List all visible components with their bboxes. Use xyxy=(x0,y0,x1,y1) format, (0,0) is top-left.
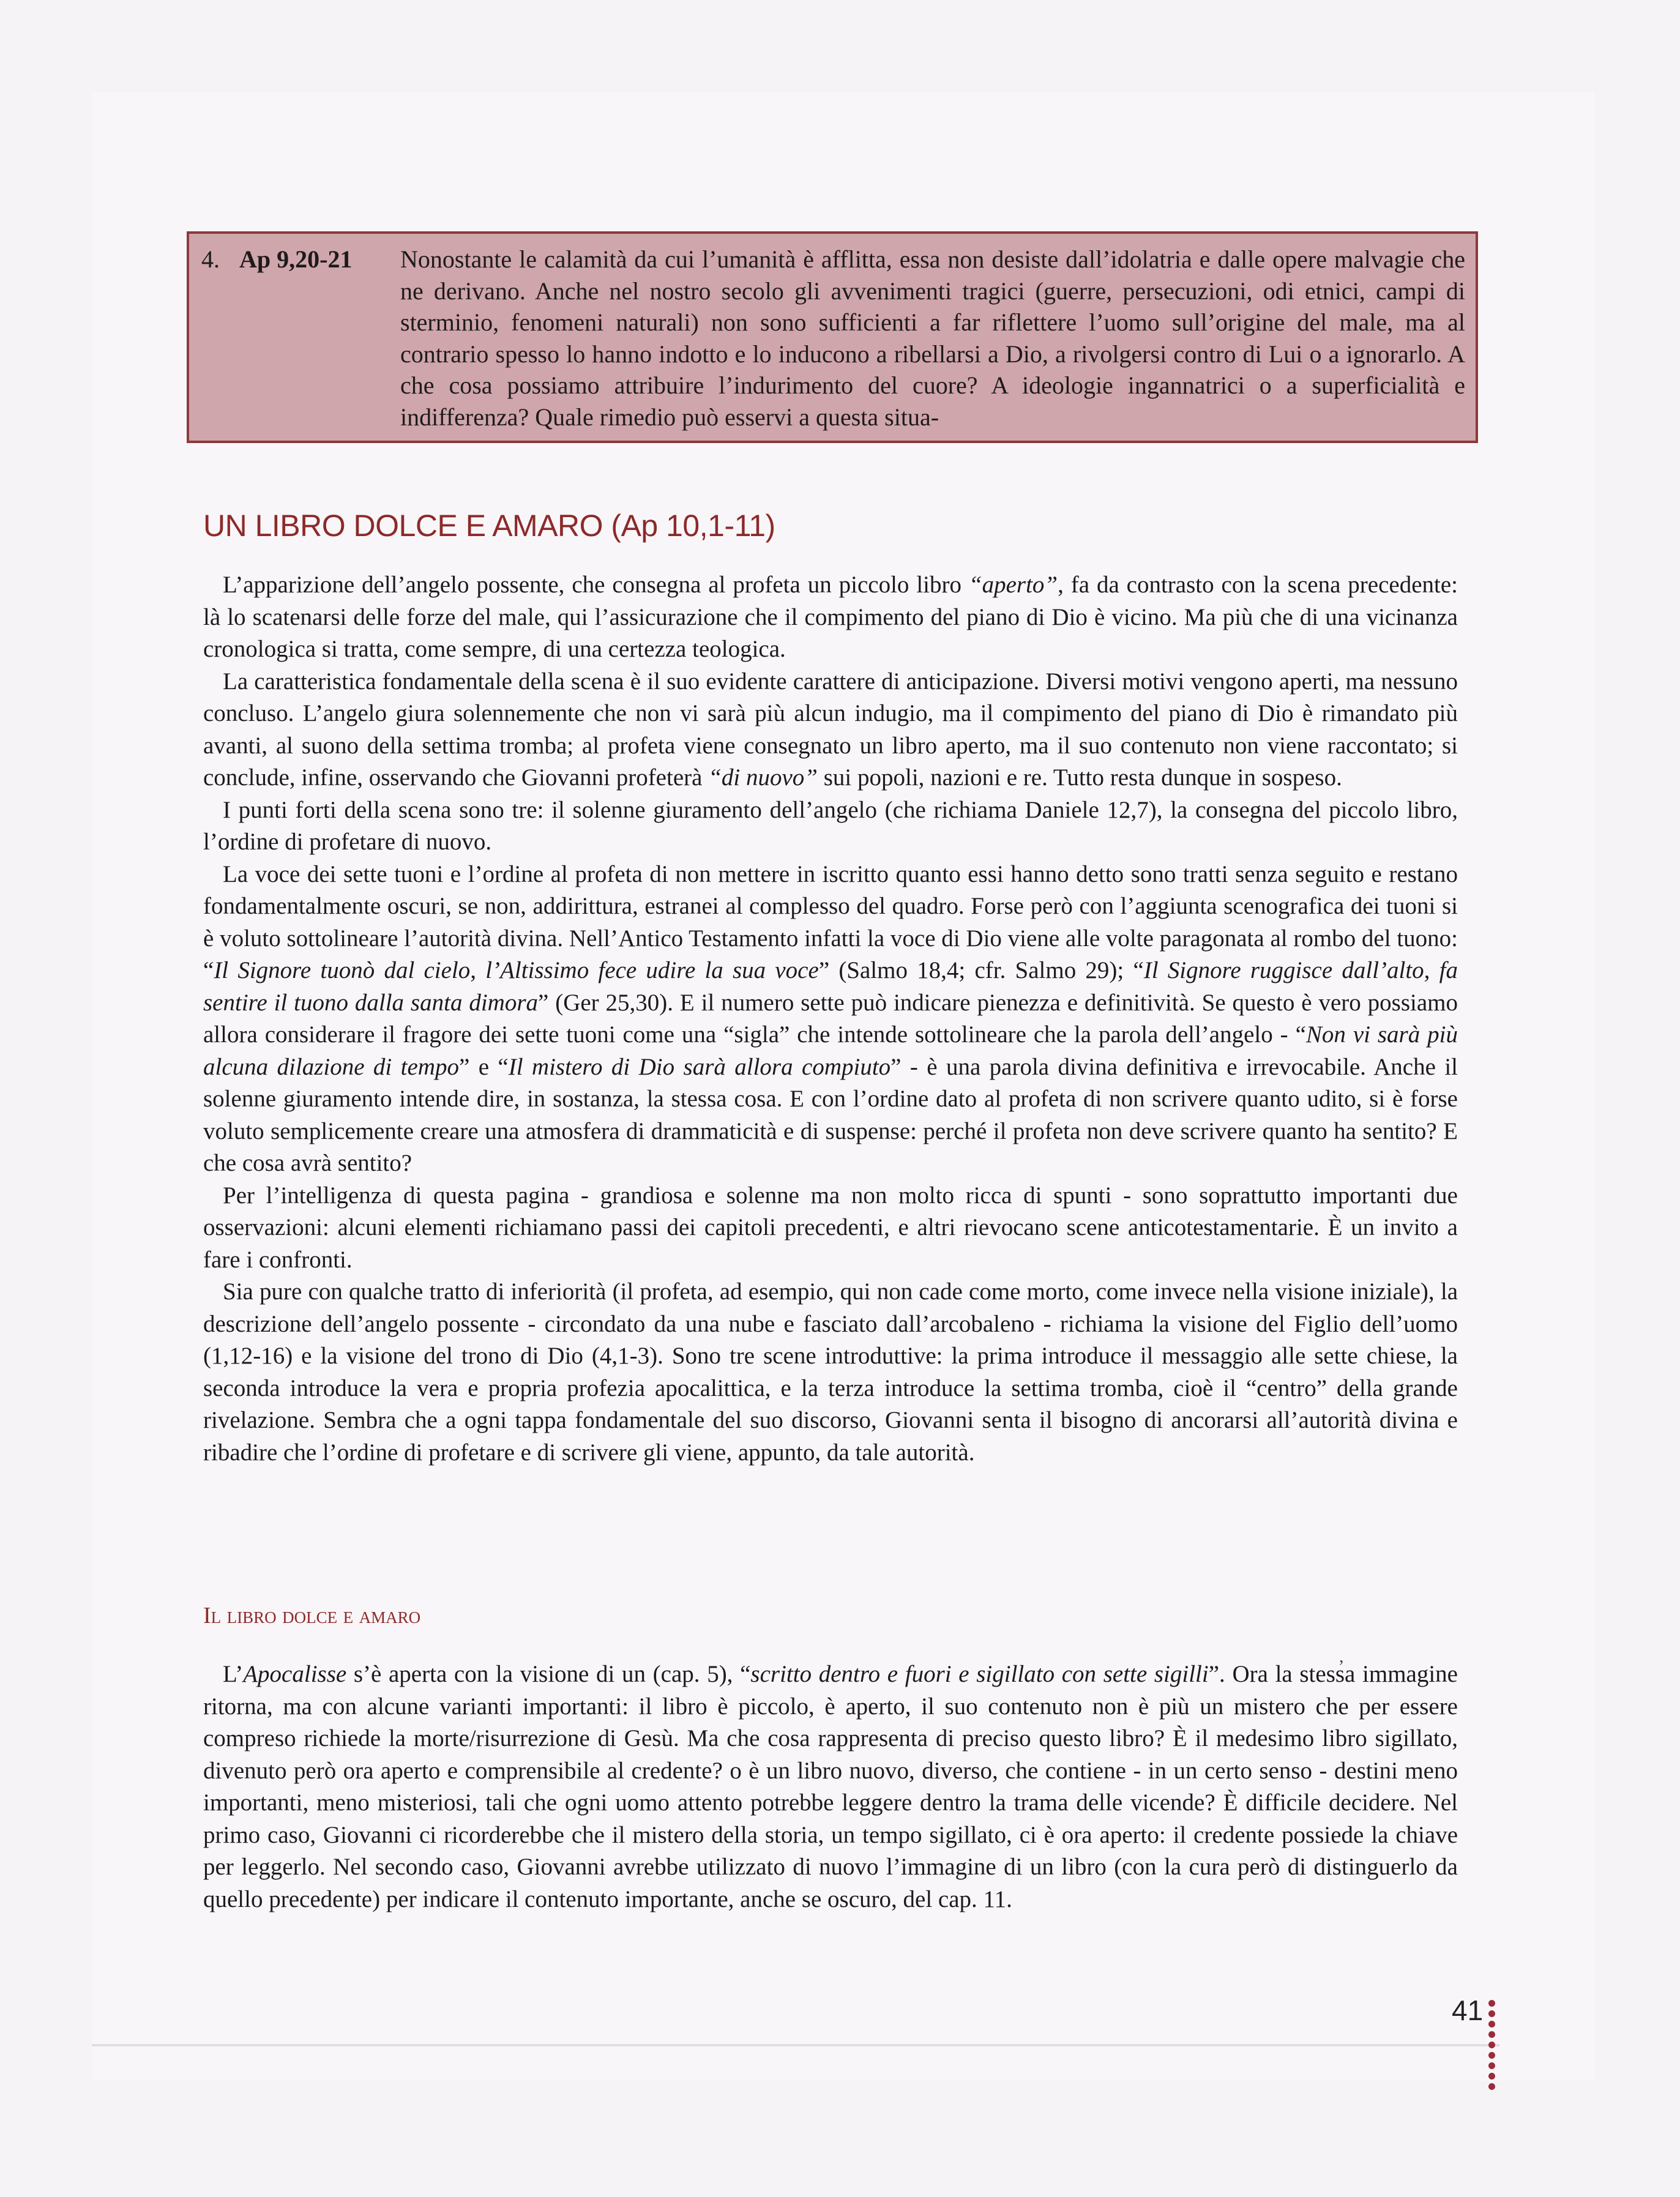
dot xyxy=(1488,2052,1495,2059)
page-fold-line xyxy=(92,2044,1499,2046)
dot xyxy=(1488,2010,1495,2017)
paragraph: I punti forti della scena sono tre: il solenne giuramento dell’angelo (che richiama Daniele 12,7), la consegna del piccolo libro, l’ordine di profetare di nuovo. xyxy=(203,796,1458,855)
dot xyxy=(1488,2031,1495,2038)
stray-mark: , xyxy=(1339,1646,1344,1666)
exercise-text: Nonostante le calamità da cui l’umanità è afflitta, essa non desiste dall’idolatria e dalle opere malvagie che ne derivano. Anche nel nostro secolo gli avvenimenti tragici (guerre, persecuzioni, odi etnici, campi di sterminio, fenomeni naturali) non sono sufficienti a far riflettere l’uomo sull’origine del male, ma al contrario spesso lo hanno indotto e lo inducono a ribellarsi a Dio, a rivolgersi contro di Lui o a ignorarlo. A che cosa possiamo attribuire l’indurimento del cuore? A ideologie ingannatrici o a superficialità e indifferenza? Quale rimedio può esservi a questa situa- xyxy=(400,245,1465,431)
paragraph: La voce dei sette tuoni e l’ordine al profeta di non mettere in iscritto quanto essi hanno detto sono tratti senza seguito e restano fondamentalmente oscuri, se non, addirittura, estranei al complesso del quadro. Forse però con l’aggiunta scenografica dei tuoni si è voluto sottolineare l’autorità divina. Nell’Antico Testamento infatti la voce di Dio viene alle volte paragonata al rombo del tuono: “Il Signore tuonò dal cielo, l’Altissimo fece udire la sua voce” (Salmo 18,4; cfr. Salmo 29); “Il Signore ruggisce dall’alto, fa sentire il tuono dalla santa dimora” (Ger 25,30). E il numero sette può indicare pienezza e definitività. Se questo è vero possiamo allora considerare il fragore dei sette tuoni come una “sigla” che intende sottolineare che la parola dell’angelo - “Non vi sarà più alcuna dilazione di tempo” e “Il mistero di Dio sarà allora compiuto” - è una parola divina definitiva e irrevocabile. Anche il solenne giuramento intende dire, in sostanza, la stessa cosa. E con l’ordine dato al profeta di non scrivere quanto udito, si è forse voluto semplicemente creare una atmosfera di drammaticità e di suspense: perché il profeta non deve scrivere quanto ha sentito? E che cosa avrà sentito? xyxy=(203,860,1458,1176)
dot xyxy=(1488,2083,1495,2090)
exercise-number: 4. xyxy=(201,245,220,273)
paragraph: Sia pure con qualche tratto di inferiorità (il profeta, ad esempio, qui non cade come morto, come invece nella visione iniziale), la descrizione dell’angelo possente - circondato da una nube e fasciato dall’arcobaleno - richiama la visione del Figlio dell’uomo (1,12-16) e la visione del trono di Dio (4,1-3). Sono tre scene introduttive: la prima introduce il messaggio alle sette chiese, la seconda introduce la vera e propria profezia apocalittica, e la terza introduce la settima tromba, cioè il “centro” della grande rivelazione. Sembra che a ogni tappa fondamentale del suo discorso, Giovanni senta il bisogno di ancorarsi all’autorità divina e ribadire che l’ordine di profetare e di scrivere gli viene, appunto, da tale autorità. xyxy=(203,1278,1458,1466)
dot xyxy=(1488,2042,1495,2048)
subsection-body xyxy=(203,1658,1458,1915)
exercise-box xyxy=(187,231,1478,443)
page-number: 41 xyxy=(1452,1994,1484,2026)
dot xyxy=(1488,2000,1495,2007)
paragraph: La caratteristica fondamentale della scena è il suo evidente carattere di anticipazione. Diversi motivi vengono aperti, ma nessuno concluso. L’angelo giura solennemente che non vi sarà più alcun indugio, ma il compimento del piano di Dio è rimandato più avanti, al suono della settima tromba; al profeta viene consegnato un libro aperto, ma il suo contenuto non viene raccontato; si conclude, infine, osservando che Giovanni profeterà “di nuovo” sui popoli, nazioni e re. Tutto resta dunque in sospeso. xyxy=(203,668,1458,791)
paragraph: Per l’intelligenza di questa pagina - grandiosa e solenne ma non molto ricca di spunti - sono soprattutto importanti due osservazioni: alcuni elementi richiamano passi dei capitoli precedenti, e altri rievocano scene anticotestamentarie. È un invito a fare i confronti. xyxy=(203,1182,1458,1273)
paragraph: L’Apocalisse s’è aperta con la visione di un (cap. 5), “scritto dentro e fuori e sigillato con sette sigilli”. Ora la stessa immagine ritorna, ma con alcune varianti importanti: il libro è piccolo, è aperto, il suo contenuto non è più un mistero che per essere compreso richiede la morte/risurrezione di Gesù. Ma che cosa rappresenta di preciso questo libro? È il medesimo libro sigillato, divenuto però ora aperto e comprensibile al credente? o è un libro nuovo, diverso, che contiene - in un certo senso - destini meno importanti, meno misteriosi, tali che ogni uomo attento potrebbe leggere dentro la trama delle vicende? È difficile decidere. Nel primo caso, Giovanni ci ricorderebbe che il mistero della storia, un tempo sigillato, ci è ora aperto: il credente possiede la chiave per leggerlo. Nel secondo caso, Giovanni avrebbe utilizzato di nuovo l’immagine di un libro (con la cura però di distinguerlo da quello precedente) per indicare il contenuto importante, anche se oscuro, del cap. 11. xyxy=(203,1661,1458,1912)
dot-ornament xyxy=(1488,2000,1495,2090)
dot xyxy=(1488,2073,1495,2080)
paragraph: L’apparizione dell’angelo possente, che consegna al profeta un piccolo libro “aperto”, fa da contrasto con la scena precedente: là lo scatenarsi delle forze del male, qui l’assicurazione che il compimento del piano di Dio è vicino. Ma più che di una vicinanza cronologica si tratta, come sempre, di una certezza teologica. xyxy=(203,572,1458,662)
dot xyxy=(1488,2021,1495,2027)
section-title: UN LIBRO DOLCE E AMARO (Ap 10,1-11) xyxy=(203,509,775,543)
dot xyxy=(1488,2062,1495,2069)
section-body xyxy=(203,569,1458,1469)
subsection-title: Il libro dolce e amaro xyxy=(203,1603,421,1628)
exercise-reference: Ap 9,20-21 xyxy=(239,245,353,273)
